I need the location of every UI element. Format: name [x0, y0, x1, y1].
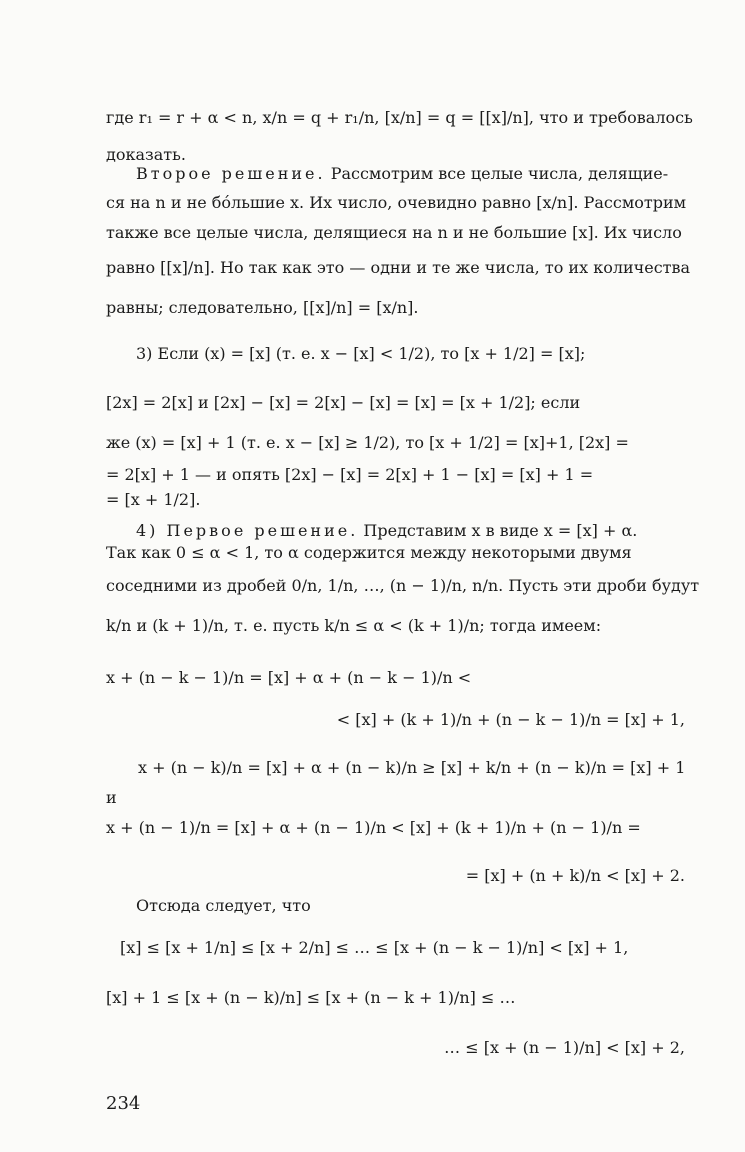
- text-line-1: [106, 110, 693, 126]
- text-line-10: же (x) = [x] + 1 (т. е. x − [x] ≥ 1/2), то [x + 1/2] = [x]+1, [2x] =: [106, 433, 629, 452]
- equation-3: x + (n − k)/n = [x] + α + (n − k)/n ≥ [x] + k/n + (n − k)/n = [x] + 1: [138, 758, 686, 777]
- formula-floor-floorx-over-n: равно [[x]/n].: [106, 258, 215, 277]
- page-number: 234: [106, 1093, 141, 1114]
- formula-floor-x-over-n: [x/n]. Рассмотрим: [536, 193, 687, 212]
- equation-6: [x] ≤ [x + 1/n] ≤ [x + 2/n] ≤ … ≤ [x + (n − k − 1)/n] < [x] + 1,: [120, 938, 629, 957]
- equation-8: … ≤ [x + (n − 1)/n] < [x] + 2,: [444, 1038, 685, 1057]
- text-line-5: также все целые числа, делящиеся на n и не большие [x]. Их число: [106, 223, 682, 242]
- conjunction-and: и: [106, 788, 117, 807]
- text-line-9: [2x] = 2[x] и [2x] − [x] = 2[x] − [x] = [x] = [x + 1/2]; если: [106, 393, 581, 412]
- text-line-3: Второе решение. Рассмотрим все целые числа, делящие-: [136, 164, 669, 183]
- formula-floor-equality: [x/n] = q = [[x]/n],: [384, 108, 534, 127]
- formula-x-over-n: x/n = q + r₁/n,: [262, 108, 380, 127]
- formula-conclusion: равны; следовательно, [[x]/n] = [x/n].: [106, 298, 419, 317]
- formula-fractions-list: 0/n, 1/n, …, (n − 1)/n, n/n.: [291, 576, 504, 595]
- equation-2: < [x] + (k + 1)/n + (n − k − 1)/n = [x] + 1,: [336, 710, 685, 729]
- text-line-4: ся на n и не бо́льшие x. Их число, очевидно равно [x/n]. Рассмотрим: [106, 193, 687, 212]
- formula-r1: где r₁ = r + α < n,: [106, 108, 258, 127]
- text-line-2: доказать.: [106, 145, 186, 164]
- text-line-8: 3) Если (x) = [x] (т. е. x − [x] < 1/2), то [x + 1/2] = [x];: [136, 344, 586, 363]
- text-line-13: 4) Первое решение. Представим x в виде x = [x] + α.: [136, 521, 638, 540]
- text-line-14: Так как 0 ≤ α < 1, то α содержится между некоторыми двумя: [106, 543, 632, 562]
- text-line-16: k/n и (k + 1)/n, т. е. пусть k/n ≤ α < (k + 1)/n; тогда имеем:: [106, 616, 602, 635]
- text-line-11: = 2[x] + 1 — и опять [2x] − [x] = 2[x] + 1 − [x] = [x] + 1 =: [106, 465, 594, 484]
- text-line-6: равно [[x]/n]. Но так как это — одни и те же числа, то их количества: [106, 258, 691, 277]
- equation-5: = [x] + (n + k)/n < [x] + 2.: [465, 866, 685, 885]
- equation-7: [x] + 1 ≤ [x + (n − k)/n] ≤ [x + (n − k + 1)/n] ≤ …: [106, 988, 516, 1007]
- text-line-7: [106, 300, 419, 316]
- equation-1: x + (n − k − 1)/n = [x] + α + (n − k − 1)/n <: [106, 668, 472, 687]
- second-solution-heading: Второе решение.: [136, 164, 326, 183]
- equation-4: x + (n − 1)/n = [x] + α + (n − 1)/n < [x] + (k + 1)/n + (n − 1)/n =: [106, 818, 641, 837]
- text-line-17: Отсюда следует, что: [136, 896, 311, 915]
- text-line-15: соседними из дробей 0/n, 1/n, …, (n − 1)/n, n/n. Пусть эти дроби будут: [106, 576, 700, 595]
- first-solution-heading: 4) Первое решение.: [136, 521, 359, 540]
- text-line-12: = [x + 1/2].: [106, 490, 201, 509]
- text-required: что и требовалось: [539, 108, 693, 127]
